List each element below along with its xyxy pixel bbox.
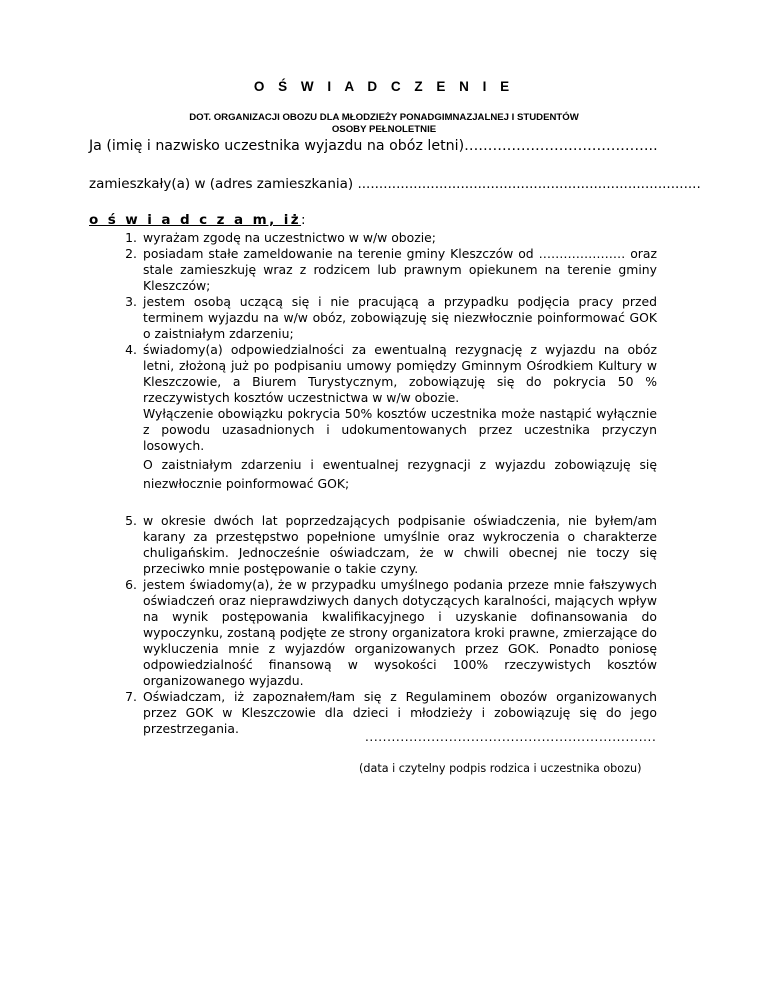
document-title: O Ś W I A D C Z E N I E	[253, 79, 515, 94]
signature-line: ..................................................................	[365, 730, 657, 744]
name-field-line: Ja (imię i nazwisko uczestnika wyjazdu na obóz letni)…………………………………..	[89, 138, 658, 154]
list-item-text: Oświadczam, iż zapoznałem/łam się z Regulaminem obozów organizowanych przez GOK w Kleszczowie dla dzieci i młodzieży i zobowiązuję się do jego przestrzegania.	[143, 689, 657, 736]
list-item-number: 1.	[125, 230, 137, 245]
list-item-number: 6.	[125, 577, 137, 592]
document-subtitle: DOT. ORGANIZACJI OBOZU DLA MŁODZIEŻY PONADGIMNAZJALNEJ I STUDENTÓW	[189, 112, 579, 123]
list-item-number: 3.	[125, 294, 137, 309]
list-item-text: świadomy(a) odpowiedzialności za ewentualną rezygnację z wyjazdu na obóz letni, złożoną już po podpisaniu umowy pomiędzy Gminnym Ośrodkiem Kultury w Kleszczowie, a Biurem Turystycznym, zobowiązuję się do pokrycia 50 % rzeczywistych kosztów uczestnictwa w w/w obozie.	[143, 342, 657, 405]
list-item-note: Wyłączenie obowiązku pokrycia 50% kosztów uczestnika może nastąpić wyłącznie z powodu uzasadnionych i udokumentowanych przez uczestnika przyczyn losowych.	[143, 406, 657, 453]
declaration-heading-colon: :	[301, 212, 306, 228]
list-item	[111, 230, 657, 246]
list-item	[111, 342, 657, 513]
list-item-text: posiadam stałe zameldowanie na terenie gminy Kleszczów od ………………… oraz stale zamieszkuję wraz z rodzicem lub prawnym opiekunem na terenie gminy Kleszczów;	[143, 246, 657, 293]
address-field-line: zamieszkały(a) w (adres zamieszkania) ................................................................................	[89, 176, 701, 192]
list-item-number: 7.	[125, 689, 137, 704]
signature-caption: (data i czytelny podpis rodzica i uczestnika obozu)	[359, 762, 642, 775]
list-item-number: 5.	[125, 513, 137, 528]
list-item-number: 2.	[125, 246, 137, 261]
list-item-text: w okresie dwóch lat poprzedzających podpisanie oświadczenia, nie byłem/am karany za przestępstwo popełnione umyślnie oraz wykroczenia o charakterze chuligańskim. Jednocześnie oświadczam, że w chwili obecnej nie toczy się przeciwko mnie postępowanie o takie czyny.	[143, 513, 657, 576]
list-item	[111, 577, 657, 689]
list-item-text: wyrażam zgodę na uczestnictwo w w/w obozie;	[143, 230, 436, 245]
list-item	[111, 513, 657, 577]
list-item-text: jestem osobą uczącą się i nie pracującą a przypadku podjęcia pracy przed terminem wyjazdu na w/w obóz, zobowiązuję się niezwłocznie poinformować GOK o zaistniałym zdarzeniu;	[143, 294, 657, 341]
declaration-heading	[89, 212, 306, 228]
document-subtitle-audience: OSOBY PEŁNOLETNIE	[331, 124, 437, 135]
list-item-note: O zaistniałym zdarzeniu i ewentualnej rezygnacji z wyjazdu zobowiązuję się niezwłocznie poinformować GOK;	[143, 457, 657, 491]
list-item-number: 4.	[125, 342, 137, 357]
list-item-text: jestem świadomy(a), że w przypadku umyślnego podania przeze mnie fałszywych oświadczeń oraz nieprawdziwych danych dotyczących karalności, mających wpływ na wynik postępowania kwalifikacyjnego i uzyskanie dofinansowania do wypoczynku, zostaną podjęte ze strony organizatora kroki prawne, zmierzające do wykluczenia mnie z wyjazdów organizowanych przez GOK. Ponadto poniosę odpowiedzialność finansową w wysokości 100% rzeczywistych kosztów organizowanego wyjazdu.	[143, 577, 657, 688]
list-item	[111, 246, 657, 294]
list-item	[111, 294, 657, 342]
declaration-heading-text: o ś w i a d c z a m, iż	[89, 212, 302, 228]
declaration-list	[111, 230, 657, 737]
